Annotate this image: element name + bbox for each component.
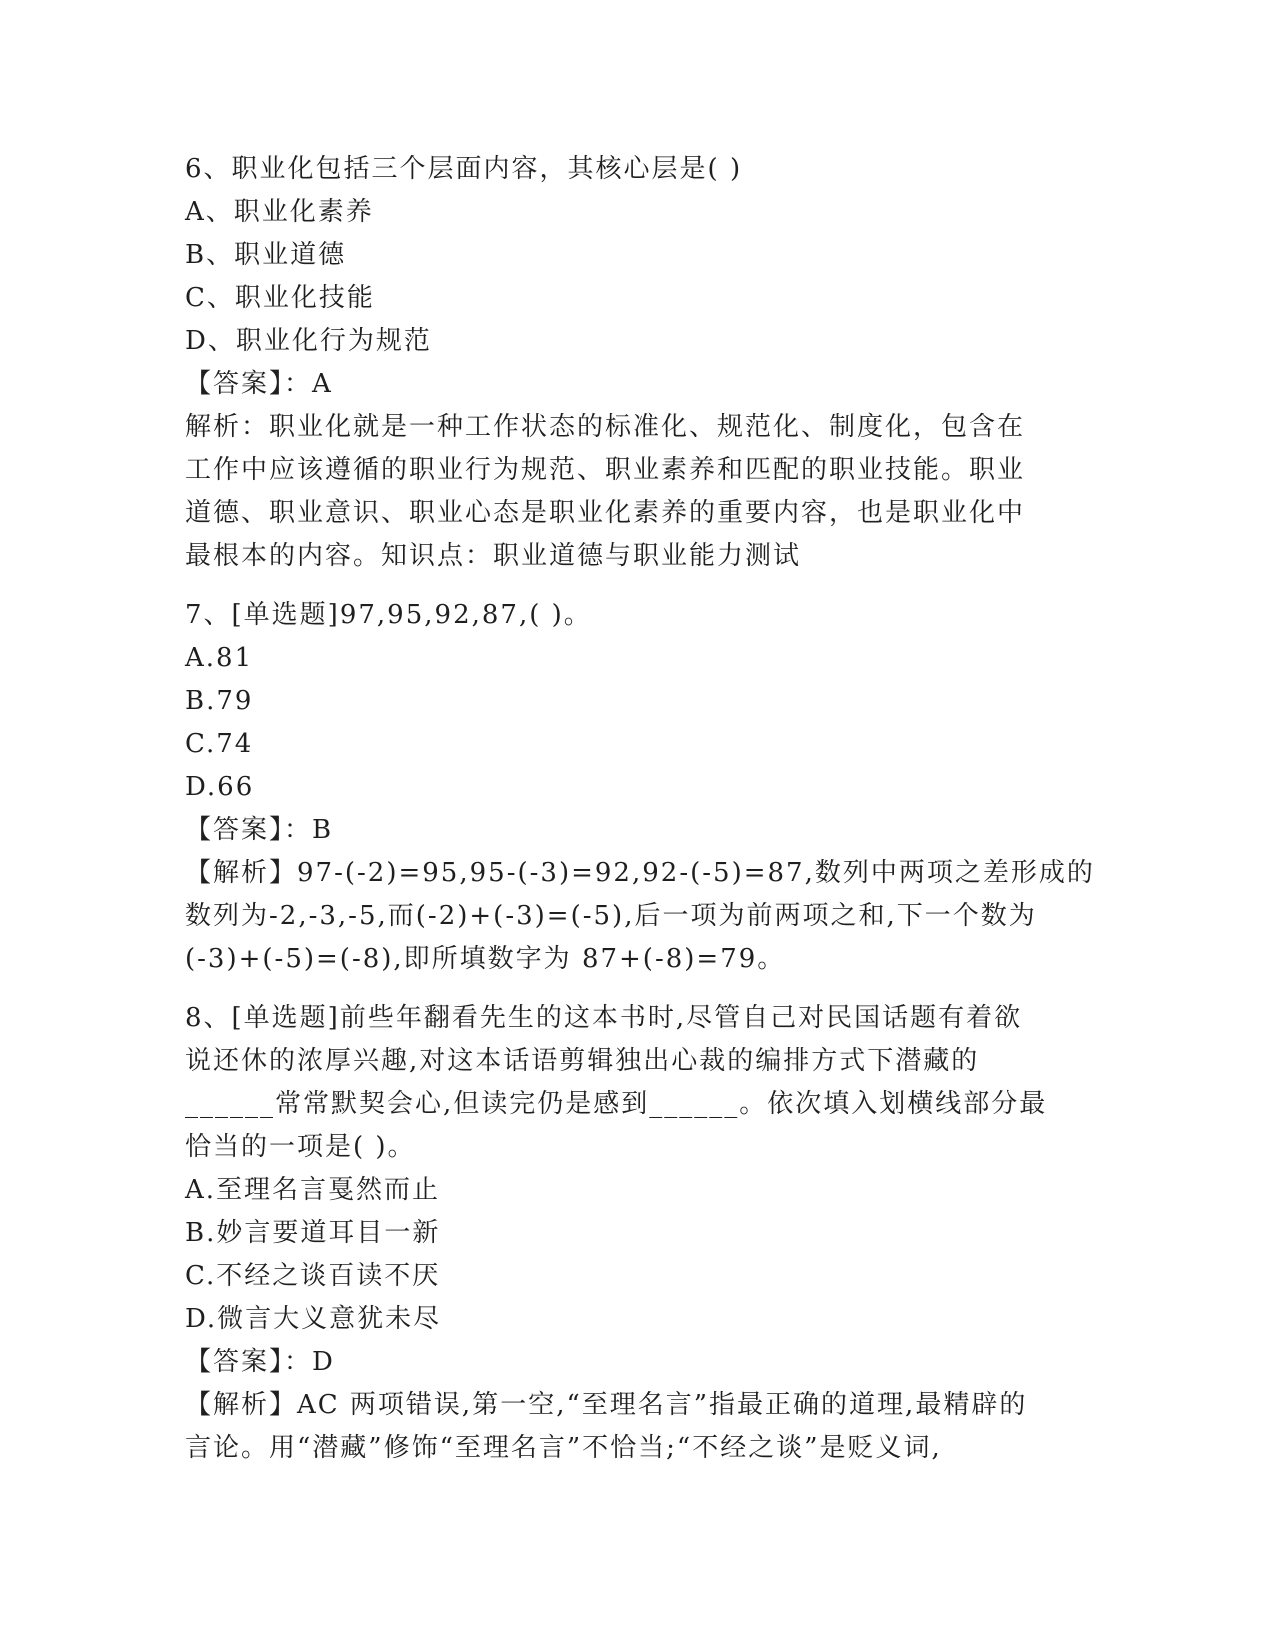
- option-b: B、职业道德: [185, 240, 347, 270]
- option-b: B.妙言要道耳目一新: [185, 1218, 441, 1248]
- answer: 【答案】：A: [185, 369, 333, 399]
- question-stem-line: 8、[单选题]前些年翻看先生的这本书时,尽管自己对民国话题有着欲: [185, 1003, 1023, 1033]
- question-7: [185, 594, 1095, 981]
- analysis-line: 解析：职业化就是一种工作状态的标准化、规范化、制度化，包含在: [185, 412, 1026, 442]
- analysis-line: 【解析】AC 两项错误,第一空,“至理名言”指最正确的道理,最精辟的: [185, 1390, 1028, 1420]
- question-stem: 6、职业化包括三个层面内容，其核心层是( ): [185, 154, 743, 184]
- analysis-line: 最根本的内容。知识点：职业道德与职业能力测试: [185, 541, 802, 571]
- option-c: C、职业化技能: [185, 283, 375, 313]
- option-c: C.74: [185, 729, 254, 759]
- analysis-line: 数列为-2,-3,-5,而(-2)+(-3)=(-5),后一项为前两项之和,下一个数为: [185, 901, 1037, 931]
- option-d: D.微言大义意犹未尽: [185, 1304, 442, 1334]
- question-stem-line: 说还休的浓厚兴趣,对这本话语剪辑独出心裁的编排方式下潜藏的: [185, 1046, 980, 1076]
- analysis-line: 【解析】97-(-2)=95,95-(-3)=92,92-(-5)=87,数列中两项之差形成的: [185, 858, 1095, 888]
- answer: 【答案】：B: [185, 815, 334, 845]
- option-d: D、职业化行为规范: [185, 326, 432, 356]
- option-a: A、职业化素养: [185, 197, 374, 227]
- analysis-line: 道德、职业意识、职业心态是职业化素养的重要内容，也是职业化中: [185, 498, 1026, 528]
- spacer: [185, 981, 1085, 997]
- question-stem-line: 恰当的一项是( )。: [185, 1132, 416, 1162]
- analysis-line: 工作中应该遵循的职业行为规范、职业素养和匹配的职业技能。职业: [185, 455, 1026, 485]
- option-d: D.66: [185, 772, 255, 802]
- analysis-line: 言论。用“潜藏”修饰“至理名言”不恰当;“不经之谈”是贬义词,: [185, 1433, 942, 1463]
- answer: 【答案】：D: [185, 1347, 335, 1377]
- question-stem-line: ______常常默契会心,但读完仍是感到______。依次填入划横线部分最: [185, 1089, 1048, 1119]
- option-a: A.81: [185, 643, 254, 673]
- question-8: [185, 997, 1085, 1470]
- question-6: [185, 148, 1085, 578]
- analysis-line: (-3)+(-5)=(-8),即所填数字为 87+(-8)=79。: [185, 944, 786, 974]
- document-page: [185, 148, 1095, 1470]
- question-stem: 7、[单选题]97,95,92,87,( )。: [185, 600, 592, 630]
- option-b: B.79: [185, 686, 254, 716]
- option-a: A.至理名言戛然而止: [185, 1175, 441, 1205]
- spacer: [185, 578, 1085, 594]
- option-c: C.不经之谈百读不厌: [185, 1261, 441, 1291]
